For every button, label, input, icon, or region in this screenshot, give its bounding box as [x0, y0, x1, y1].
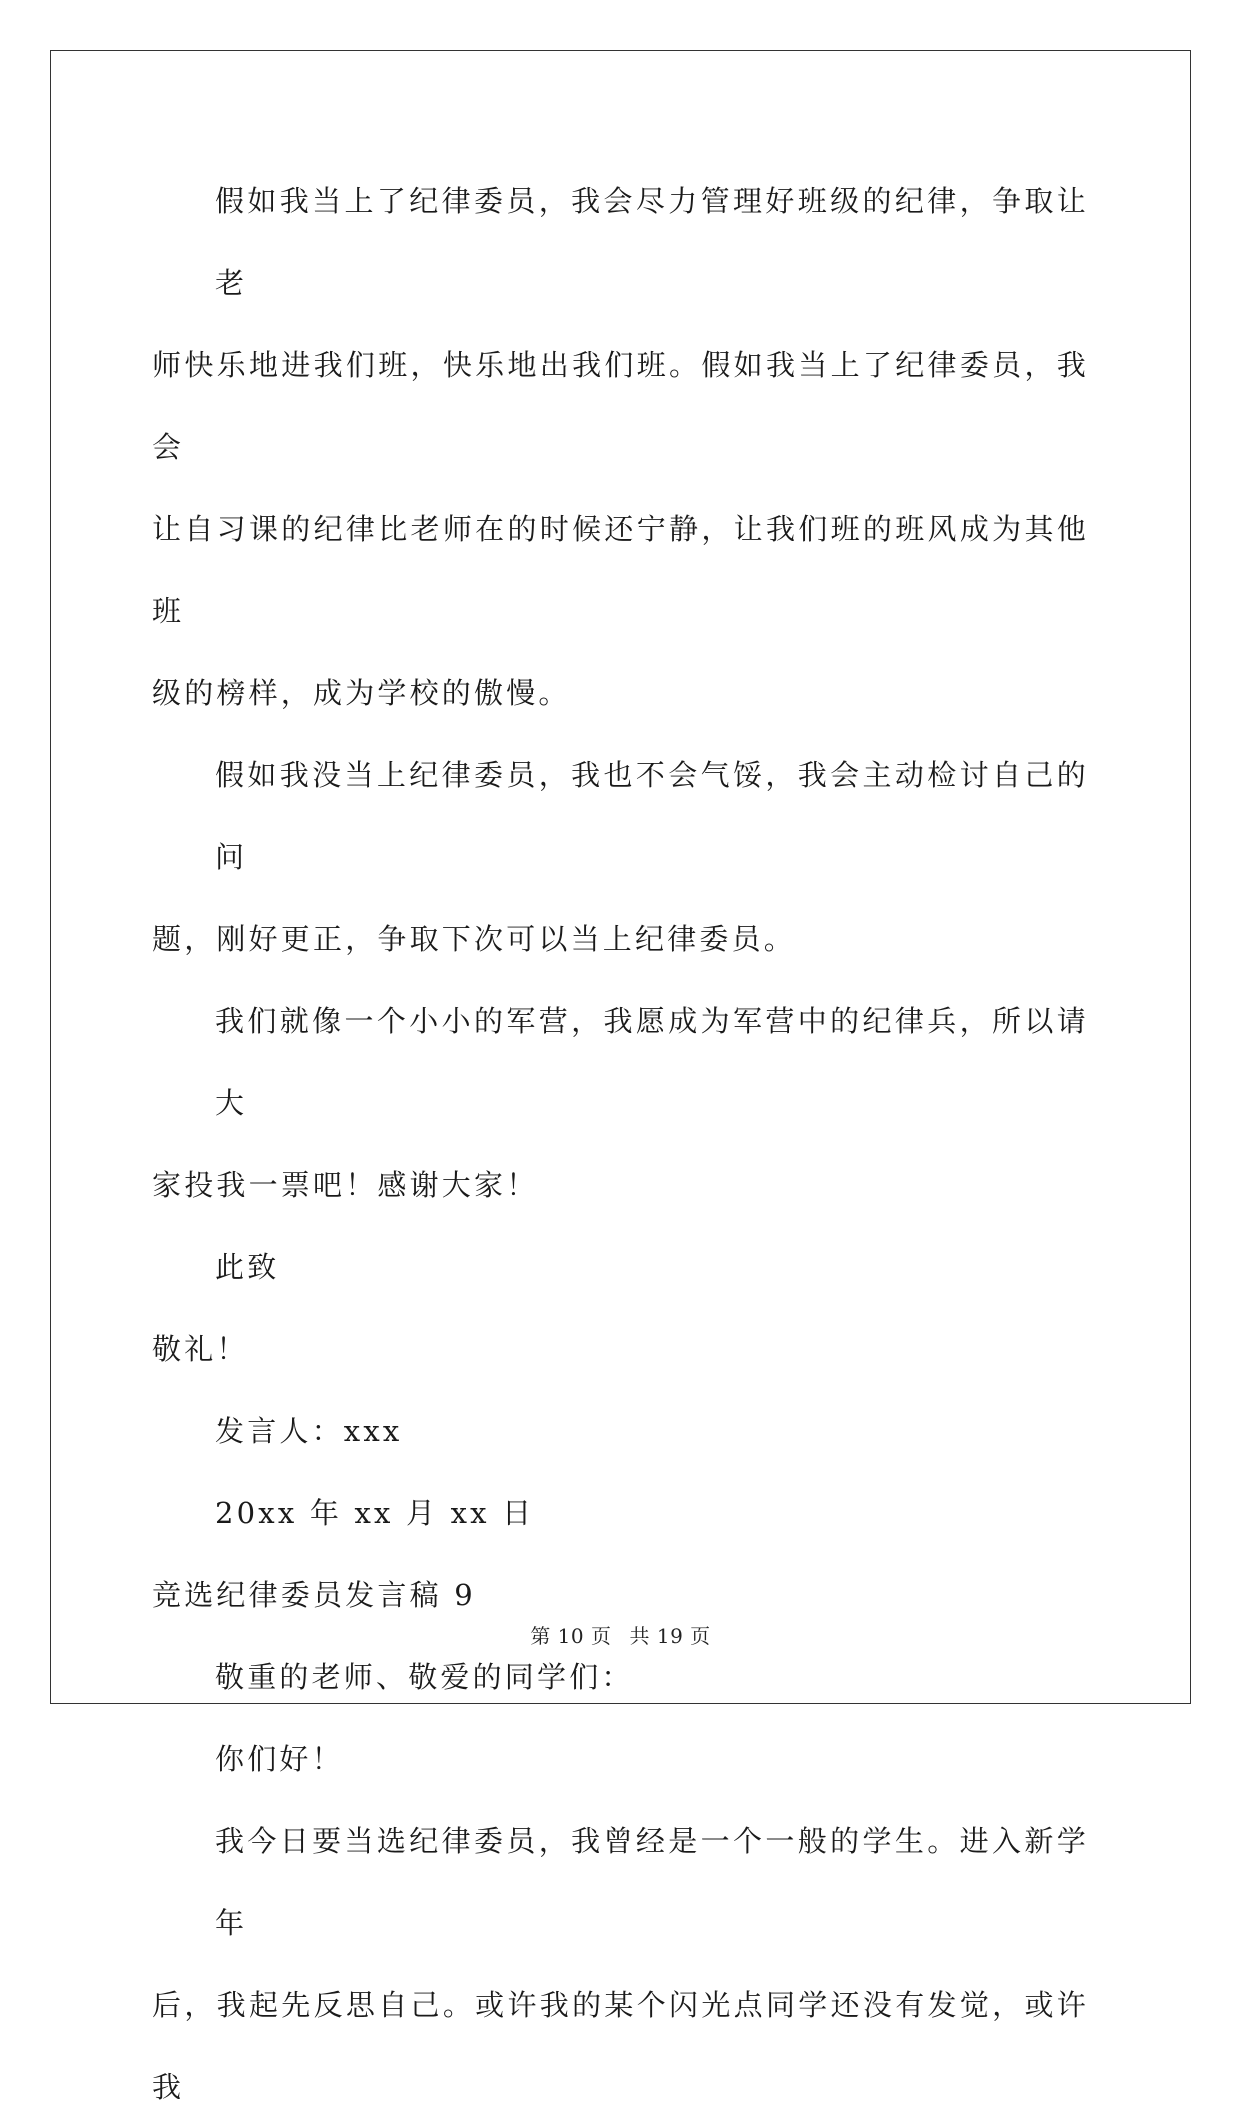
- paragraph-line: 敬重的老师、敬爱的同学们：: [215, 1660, 634, 1694]
- paragraph-line: 后，我起先反思自己。或许我的某个闪光点同学还没有发觉，或许我: [152, 1988, 1089, 2104]
- closing-salutation: [152, 1226, 1089, 1308]
- paragraph-line: 让自习课的纪律比老师在的时候还宁静，让我们班的班风成为其他班: [152, 512, 1089, 628]
- paragraph-line: 我们就像一个小小的军营，我愿成为军营中的纪律兵，所以请大: [215, 1004, 1089, 1120]
- paragraph-line: 你们好！: [215, 1742, 344, 1776]
- page-number: 第 10 页: [530, 1624, 612, 1648]
- paragraph-line: 20xx 年 xx 月 xx 日: [215, 1496, 535, 1530]
- paragraph-line: 此致: [215, 1250, 280, 1284]
- paragraph-line: 题，刚好更正，争取下次可以当上纪律委员。: [152, 922, 797, 956]
- paragraph-line: 假如我没当上纪律委员，我也不会气馁，我会主动检讨自己的问: [215, 758, 1089, 874]
- paragraph-line: 级的榜样，成为学校的傲慢。: [152, 676, 571, 710]
- body-paragraph: [152, 980, 1089, 1226]
- paragraph-line: 家投我一票吧！感谢大家！: [152, 1168, 539, 1202]
- paragraph-line: 我今日要当选纪律委员，我曾经是一个一般的学生。进入新学年: [215, 1824, 1089, 1940]
- paragraph-line: 敬礼！: [152, 1332, 249, 1366]
- page-total: 共 19 页: [629, 1624, 711, 1648]
- document-body: [152, 160, 1089, 2128]
- body-paragraph: [152, 160, 1089, 734]
- page-footer: [0, 1620, 1241, 1649]
- body-paragraph: [152, 1800, 1089, 2128]
- paragraph-line: 发言人：xxx: [215, 1414, 403, 1448]
- greeting-hello: [152, 1718, 1089, 1800]
- paragraph-line: 师快乐地进我们班，快乐地出我们班。假如我当上了纪律委员，我会: [152, 348, 1089, 464]
- speaker-line: [152, 1390, 1089, 1472]
- body-paragraph: [152, 734, 1089, 980]
- paragraph-line: 假如我当上了纪律委员，我会尽力管理好班级的纪律，争取让老: [215, 184, 1089, 300]
- date-line: [152, 1472, 1089, 1554]
- closing-regards: [152, 1308, 1089, 1390]
- paragraph-line: 竞选纪律委员发言稿 9: [152, 1578, 476, 1612]
